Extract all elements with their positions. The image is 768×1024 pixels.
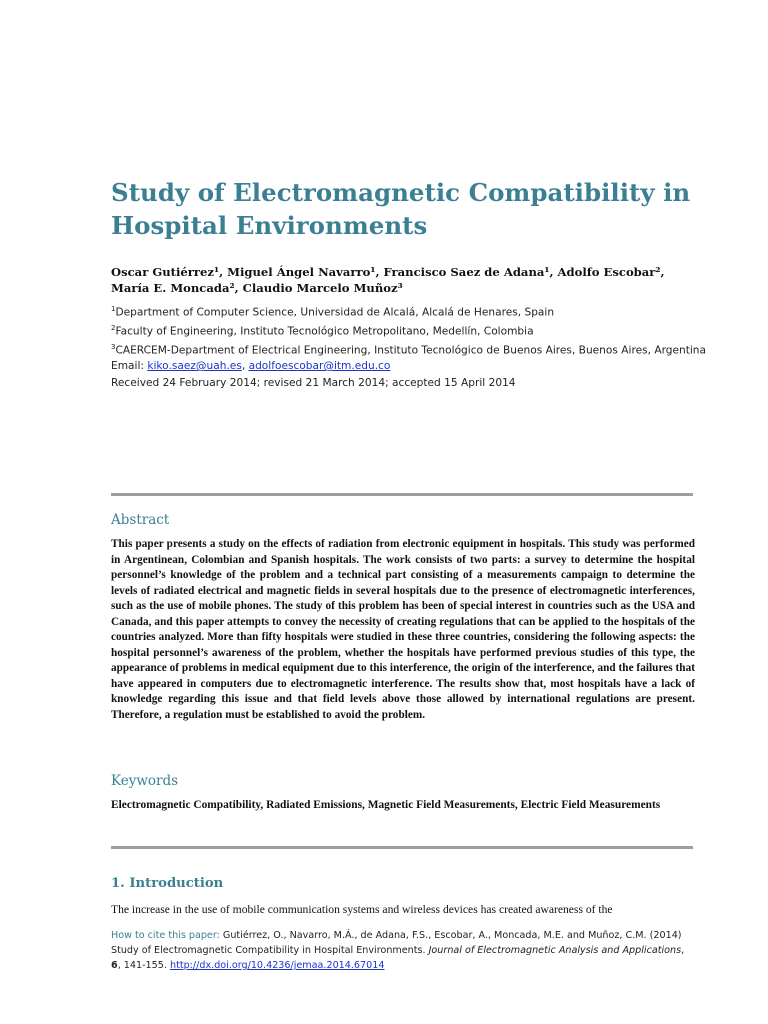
- citation-volume-sep: ,: [681, 945, 685, 956]
- citation-text: Gutiérrez, O., Navarro, M.Á., de Adana, F.S., Escobar, A., Moncada, M.E. and Muñoz, C.M. (2014) Study of Electromagnetic Compatibility in Hospital Environments.: [111, 930, 682, 956]
- email-line: [111, 359, 693, 375]
- email-label: Email:: [111, 360, 148, 373]
- email-link-2[interactable]: adolfoescobar@itm.edu.co: [248, 360, 391, 373]
- email-separator: ,: [241, 360, 249, 373]
- abstract-heading: Abstract: [111, 512, 170, 528]
- affiliation-3: [111, 340, 707, 359]
- affiliation-text-2: Faculty of Engineering, Instituto Tecnológico Metropolitano, Medellín, Colombia: [115, 325, 534, 338]
- affiliation-2: [111, 321, 693, 340]
- affiliation-marker-3: 3: [111, 343, 116, 352]
- author-list: [111, 264, 693, 296]
- abstract-body: This paper presents a study on the effects of radiation from electronic equipment in hospitals. This study was performed in Argentinean, Colombian and Spanish hospitals. The work consists of two parts: a survey to determine the hospital personnel’s knowledge of the problem and a technical part consisting of a measurements campaign to determine the levels of radiated electrical and magnetic fields in several hospitals due to the presence of electromagnetic interferences, such as the use of mobile phones. The study of this problem has been of special interest in countries such as the USA and Canada, and this paper attempts to convey the necessity of creating regulations that can be applied to the hospitals of the countries analyzed. More than fifty hospitals were studied in these three countries, considering the following aspects: the hospital personnel’s awareness of the problem, whether the hospitals have performed previous studies of this type, the appearance of problems in medical equipment due to this interference, the origin of the interference, and the failures that have appeared in computers due to electromagnetic interference. The results show that, most hospitals have a lack of knowledge regarding this issue and that field levels above those allowed by international regulations are present. Therefore, a regulation must be established to avoid the problem.: [111, 538, 695, 721]
- keywords-heading: Keywords: [111, 773, 179, 789]
- citation-journal: Journal of Electromagnetic Analysis and Applications: [428, 945, 682, 956]
- author-line-2: María E. Moncada², Claudio Marcelo Muñoz³: [111, 281, 403, 295]
- doi-link[interactable]: http://dx.doi.org/10.4236/jemaa.2014.67014: [169, 960, 385, 971]
- keywords-body: Electromagnetic Compatibility, Radiated Emissions, Magnetic Field Measurements, Electric Field Measurements: [111, 799, 661, 811]
- received-dates: Received 24 February 2014; revised 21 March 2014; accepted 15 April 2014: [111, 377, 516, 389]
- citation-pages: , 141-155.: [117, 960, 170, 971]
- introduction-first-line: The increase in the use of mobile communication systems and wireless devices has created awareness of the: [111, 903, 613, 916]
- section-divider-top: [111, 493, 693, 496]
- citation-block: [111, 928, 693, 973]
- affiliation-text-1: Department of Computer Science, Universidad de Alcalá, Alcalá de Henares, Spain: [115, 306, 555, 319]
- section-divider-bottom: [111, 846, 693, 849]
- citation-volume: 6: [111, 960, 118, 971]
- author-line-1: Oscar Gutiérrez¹, Miguel Ángel Navarro¹, Francisco Saez de Adana¹, Adolfo Escobar²,: [111, 265, 665, 279]
- introduction-heading: 1. Introduction: [111, 876, 224, 891]
- email-link-1[interactable]: kiko.saez@uah.es: [147, 360, 242, 373]
- affiliations: [111, 302, 707, 375]
- affiliation-marker-1: 1: [111, 305, 116, 313]
- affiliation-marker-2: 2: [111, 324, 116, 333]
- citation-label: How to cite this paper:: [111, 930, 220, 941]
- affiliation-1: [111, 302, 693, 321]
- paper-title: Study of Electromagnetic Compatibility in Hospital Environments: [111, 178, 691, 240]
- affiliation-text-3: CAERCEM-Department of Electrical Engineering, Instituto Tecnológico de Buenos Aires, Buenos Aires, Argentina: [115, 344, 707, 357]
